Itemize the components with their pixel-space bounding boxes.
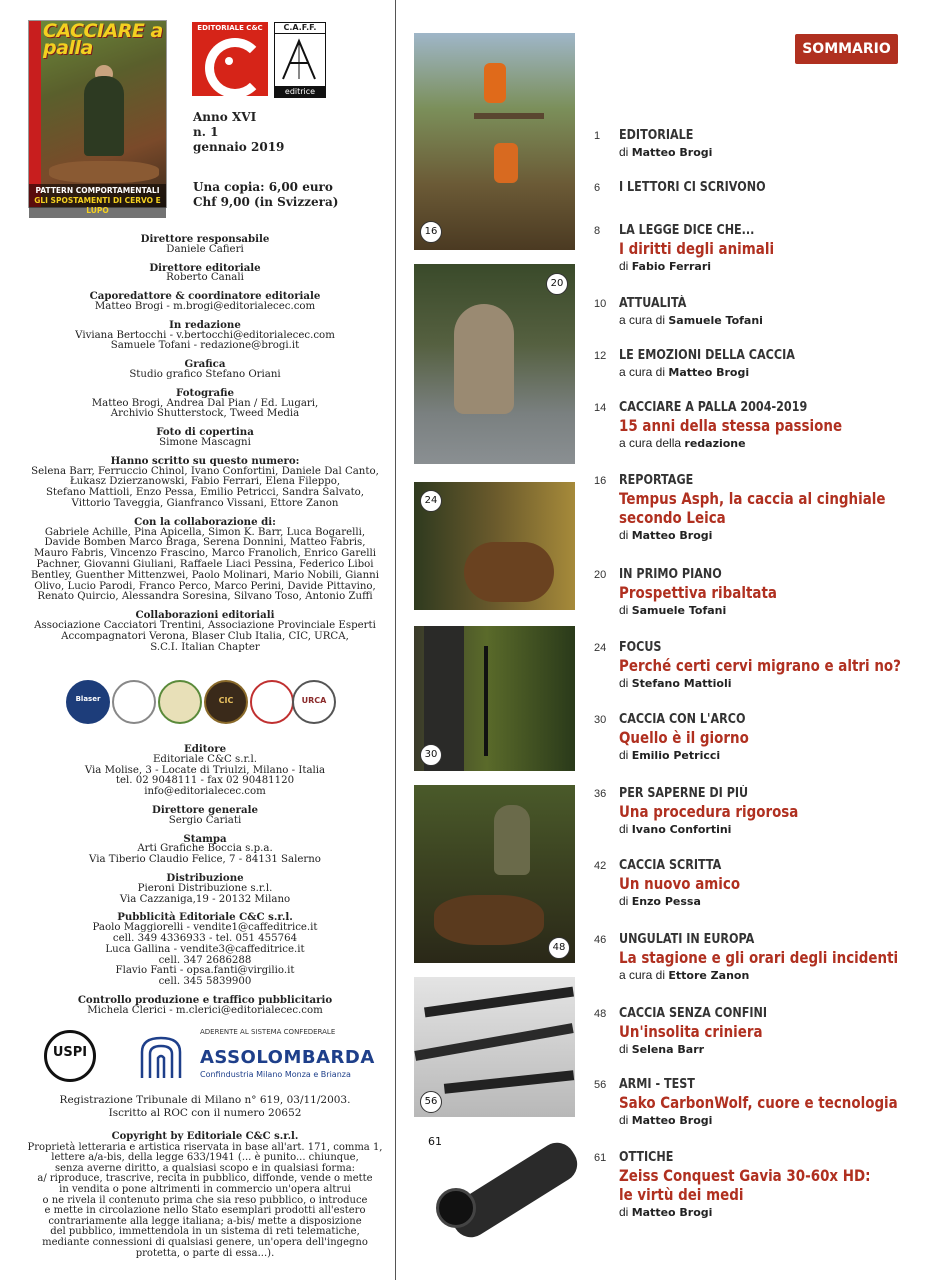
toc-body [619, 223, 939, 275]
toc-author-prefix: di [619, 676, 629, 690]
credit-line: Gabriele Achille, Pina Apicella, Simon K. Barr, Luca Bogarelli, [44, 526, 366, 538]
toc-body [619, 348, 939, 381]
toc-title: Sako CarbonWolf, cuore e tecnologia [619, 1093, 898, 1112]
credit-line: Simone Mascagni [159, 436, 251, 448]
caff-editrice-logo [274, 22, 326, 98]
toc-byline [619, 435, 939, 452]
copyright-line: a/ riproduce, trascrive, recita in pubblico, diffonde, vende o mette [37, 1173, 373, 1185]
toc-author-prefix: di [619, 603, 629, 617]
toc-body [619, 180, 939, 196]
credit-line: Matteo Brogi, Andrea Dal Pian / Ed. Lugari, [91, 397, 319, 409]
registration [20, 1094, 390, 1120]
toc-author-prefix: di [619, 1042, 629, 1056]
credit-line: Editoriale C&C s.r.l. [152, 753, 258, 765]
sommario-badge: SOMMARIO [795, 34, 898, 64]
issue-info [193, 110, 284, 155]
credit-block [20, 517, 390, 603]
photo-red-deer [414, 482, 575, 610]
credit-line: Accompagnatori Verona, Blaser Club Italia, CIC, URCA, [61, 630, 349, 642]
toc-page: 48 [594, 1008, 607, 1020]
cover-tag-1: PATTERN COMPORTAMENTALI [35, 186, 160, 195]
toc-body [619, 858, 939, 910]
copyright-line: Proprietà letteraria e artistica riservata in base all'art. 171, comma 1, [27, 1141, 383, 1153]
issue-date: gennaio 2019 [193, 140, 285, 154]
toc-body [619, 1150, 939, 1221]
toc-byline [619, 312, 939, 329]
toc-byline [619, 821, 939, 838]
toc-author-prefix: di [619, 1205, 629, 1219]
toc-author-prefix: di [619, 259, 629, 273]
credit-line: Arti Grafiche Boccia s.p.a. [137, 843, 273, 855]
price-copy: Una copia: 6,00 euro [193, 180, 333, 194]
credit-block [20, 610, 390, 653]
credit-role: Hanno scritto su questo numero: [110, 454, 300, 467]
toc-byline [619, 364, 939, 381]
credit-role: Collaborazioni editoriali [135, 609, 275, 622]
photo-page-number: 30 [420, 744, 442, 766]
toc-byline [619, 144, 939, 161]
toc-section: EDITORIALE [619, 128, 694, 143]
credit-block [20, 873, 390, 905]
issue-year: Anno XVI [193, 110, 257, 124]
credit-block [20, 234, 390, 256]
toc-body [619, 128, 939, 161]
toc-author-prefix: di [619, 822, 629, 836]
credit-role: Fotografie [176, 386, 234, 399]
caff-logo-top: C.A.F.F. [275, 23, 325, 34]
association-seal-5 [250, 680, 294, 724]
credit-line: Stefano Mattioli, Enzo Pessa, Emilio Petricci, Sandra Salvato, [45, 487, 365, 499]
assolombarda-icon [136, 1030, 186, 1082]
toc-body [619, 640, 939, 692]
cover-tag-2: GLI SPOSTAMENTI DI CERVO E LUPO [34, 196, 161, 215]
cc-logo-band: EDITORIALE C&C [197, 24, 263, 32]
credit-line: Sergio Cariati [168, 814, 242, 826]
credit-line: Samuele Tofani - redazione@brogi.it [110, 340, 300, 352]
credit-block [20, 263, 390, 285]
credit-line: cell. 349 4336933 - tel. 051 455764 [112, 932, 298, 944]
photo-huntress-trophy [414, 785, 575, 963]
toc-author: Matteo Brogi [631, 529, 713, 542]
credit-line: Studio grafico Stefano Oriani [129, 368, 281, 380]
toc-byline [619, 1112, 939, 1129]
credit-block [20, 456, 390, 510]
toc-title: secondo Leica [619, 508, 726, 527]
credit-line: Via Molise, 3 - Locate di Triulzi, Milano - Italia [84, 764, 326, 776]
toc-title: Tempus Asph, la caccia al cinghiale [619, 489, 886, 508]
toc-title: Quello è il giorno [619, 728, 749, 747]
photo-page-number: 56 [420, 1091, 442, 1113]
copyright-line: del pubblico, immettendola in un sistema di reti telematiche, [50, 1226, 360, 1238]
column-divider [395, 0, 396, 1280]
toc-byline [619, 893, 939, 910]
toc-author: Matteo Brogi [668, 366, 750, 379]
issue-number: n. 1 [193, 125, 219, 139]
toc-page: 20 [594, 569, 607, 581]
toc-body [619, 473, 939, 544]
credit-line: Via Cazzaniga,19 - 20132 Milano [119, 893, 291, 905]
toc-byline [619, 1041, 939, 1058]
toc-page: 36 [594, 788, 607, 800]
credit-line: Selena Barr, Ferruccio Chinol, Ivano Confortini, Daniele Dal Canto, [31, 465, 379, 477]
toc-section: PER SAPERNE DI PIÙ [619, 786, 749, 801]
credit-line: Archivio Shutterstock, Tweed Media [110, 408, 300, 420]
credit-block [20, 912, 390, 988]
toc-title: Un'insolita criniera [619, 1022, 763, 1041]
credit-line: Pieroni Distribuzione s.r.l. [137, 882, 273, 894]
toc-author: Samuele Tofani [631, 604, 727, 617]
credit-role: Distribuzione [166, 871, 244, 884]
toc-page: 56 [594, 1079, 607, 1091]
credit-block [20, 359, 390, 381]
credit-role: Stampa [183, 832, 227, 845]
toc-title: Prospettiva ribaltata [619, 583, 777, 602]
toc-author: Selena Barr [631, 1043, 705, 1056]
toc-author: Ivano Confortini [631, 823, 732, 836]
credit-block [20, 388, 390, 420]
credit-line: Daniele Cafieri [166, 243, 244, 255]
toc-page: 61 [594, 1152, 607, 1164]
photo-hunters-high-seat [414, 33, 575, 250]
toc-byline [619, 602, 939, 619]
editoriale-cc-logo [192, 22, 268, 96]
toc-section: I LETTORI CI SCRIVONO [619, 180, 766, 195]
association-seal-3 [158, 680, 202, 724]
toc-body [619, 567, 939, 619]
copyright-line: lettere a/a-bis, della legge 633/1941 (... è punito... chiunque, [51, 1152, 359, 1164]
toc-page: 10 [594, 298, 607, 310]
toc-author: Samuele Tofani [668, 314, 763, 327]
blaser-seal: Blaser [66, 680, 110, 724]
copyright-title: Copyright by Editoriale C&C s.r.l. [111, 1131, 299, 1142]
copyright-line: contrariamente alla legge italiana; a-bis/ mette a disposizione [48, 1215, 362, 1227]
credit-role: Controllo produzione e traffico pubblicitario [77, 993, 333, 1006]
toc-author: Fabio Ferrari [631, 260, 712, 273]
photo-page-number: 24 [420, 490, 442, 512]
credit-role: Con la collaborazione di: [134, 515, 276, 528]
toc-author: Matteo Brogi [631, 146, 713, 159]
toc-title: 15 anni della stessa passione [619, 416, 843, 435]
toc-page: 1 [594, 130, 601, 142]
toc-page: 42 [594, 860, 607, 872]
toc-body [619, 1077, 939, 1129]
credit-line: Pachner, Giovanni Giuliani, Raffaele Liaci Pessina, Federico Liboi [36, 558, 374, 570]
toc-byline [619, 258, 939, 275]
toc-page: 30 [594, 714, 607, 726]
photo-page-number: 48 [548, 937, 570, 959]
assolombarda-name: ASSOLOMBARDA [200, 1047, 375, 1068]
toc-title: Una procedura rigorosa [619, 802, 799, 821]
toc-author: Matteo Brogi [631, 1114, 713, 1127]
toc-section: OTTICHE [619, 1150, 674, 1165]
cic-seal: CIC [204, 680, 248, 724]
toc-section: CACCIA SENZA CONFINI [619, 1006, 768, 1021]
toc-section: LE EMOZIONI DELLA CACCIA [619, 348, 795, 363]
credit-line: tel. 02 9048111 - fax 02 90481120 [115, 775, 295, 787]
toc-section: CACCIARE A PALLA 2004-2019 [619, 400, 808, 415]
toc-author: Ettore Zanon [668, 969, 750, 982]
toc-section: ATTUALITÀ [619, 296, 687, 311]
registration-line: Iscritto al ROC con il numero 20652 [108, 1107, 302, 1119]
toc-section: UNGULATI IN EUROPA [619, 932, 755, 947]
toc-section: FOCUS [619, 640, 662, 655]
credit-role: Direttore generale [152, 803, 258, 816]
credit-line: Viviana Bertocchi - v.bertocchi@editorialecec.com [75, 329, 335, 341]
toc-author-prefix: a cura di [619, 313, 666, 327]
toc-body [619, 786, 939, 838]
toc-page: 6 [594, 182, 601, 194]
toc-page: 8 [594, 225, 601, 237]
masthead [20, 234, 390, 660]
credit-line: Roberto Canali [166, 272, 244, 284]
toc-page: 24 [594, 642, 607, 654]
toc-title: Perché certi cervi migrano e altri no? [619, 656, 901, 675]
toc-author-prefix: a cura della [619, 436, 682, 450]
photo-rifles [414, 977, 575, 1117]
credit-role: Caporedattore & coordinatore editoriale [89, 290, 321, 303]
credit-line: Michela Clerici - m.clerici@editorialecec.com [87, 1004, 323, 1016]
toc-section: CACCIA CON L'ARCO [619, 712, 746, 727]
toc-byline [619, 747, 939, 764]
credit-line: Flavio Fanti - opsa.fanti@virgilio.it [115, 965, 295, 977]
credit-block [20, 995, 390, 1017]
credit-line: cell. 345 5839900 [158, 976, 252, 988]
copyright-line: e mette in circolazione nello Stato esemplari prodotti all'estero [44, 1205, 366, 1217]
credit-line: Associazione Cacciatori Trentini, Associazione Provinciale Esperti [34, 619, 376, 631]
toc-author: Stefano Mattioli [631, 677, 732, 690]
copyright-line: mediante connessioni di qualsiasi genere, un'opera dell'ingegno [42, 1236, 368, 1248]
registration-line: Registrazione Tribunale di Milano n° 619, 03/11/2003. [59, 1094, 351, 1106]
association-seal-2 [112, 680, 156, 724]
toc-page: 16 [594, 475, 607, 487]
credit-block [20, 834, 390, 866]
magazine-cover [28, 20, 167, 215]
credit-line: Davide Bomben Marco Braga, Serena Donnini, Matteo Fabris, [44, 537, 366, 549]
credit-line: S.C.I. Italian Chapter [150, 641, 260, 653]
credit-block [20, 320, 390, 352]
credit-role: Grafica [184, 358, 226, 371]
credit-block [20, 805, 390, 827]
price-chf: Chf 9,00 (in Svizzera) [193, 195, 339, 209]
credit-block [20, 744, 390, 798]
credit-line: info@editorialecec.com [144, 786, 266, 798]
toc-title: Zeiss Conquest Gavia 30-60x HD: [619, 1166, 871, 1185]
toc-byline [619, 675, 939, 692]
photo-page-number: 20 [546, 273, 568, 295]
toc-title: La stagione e gli orari degli incidenti [619, 948, 899, 967]
toc-author: Matteo Brogi [631, 1206, 713, 1219]
credit-block [20, 291, 390, 313]
credit-role: In redazione [169, 318, 241, 331]
toc-author-prefix: a cura di [619, 365, 666, 379]
toc-title: Un nuovo amico [619, 874, 741, 893]
caff-logo-bottom: editrice [275, 86, 325, 97]
uspi-logo: USPI [44, 1030, 96, 1082]
photo-wolf [414, 264, 575, 464]
toc-author-prefix: di [619, 145, 629, 159]
toc-byline [619, 967, 939, 984]
copyright-line: in vendita o pone altrimenti in commercio un'opera altrui [59, 1183, 351, 1195]
cover-title: CACCIARE a palla [43, 20, 163, 59]
copyright [20, 1132, 390, 1259]
credit-line: Paolo Maggiorelli - vendite1@caffeditrice.it [92, 922, 318, 934]
toc-author-prefix: di [619, 528, 629, 542]
toc-section: CACCIA SCRITTA [619, 858, 722, 873]
credit-line: Via Tiberio Claudio Felice, 7 - 84131 Salerno [89, 854, 321, 866]
toc-page: 46 [594, 934, 607, 946]
credit-role: Editore [183, 743, 227, 755]
toc-body [619, 1006, 939, 1058]
toc-author: Enzo Pessa [631, 895, 701, 908]
toc-body [619, 296, 939, 329]
credit-line: Mauro Fabris, Vincenzo Frascino, Marco Franolich, Enrico Garelli [33, 548, 377, 560]
credit-line: Matteo Brogi - m.brogi@editorialecec.com [94, 300, 316, 312]
credit-line: Bentley, Guenther Mittenzwei, Paolo Molinari, Mario Nobili, Gianni [31, 569, 379, 581]
toc-section: ARMI - TEST [619, 1077, 695, 1092]
toc-section: REPORTAGE [619, 473, 694, 488]
urca-seal: URCA [292, 680, 336, 724]
toc-author-prefix: a cura di [619, 968, 666, 982]
publisher-info [20, 744, 390, 1024]
toc-byline [619, 527, 939, 544]
toc-section: IN PRIMO PIANO [619, 567, 722, 582]
toc-author-prefix: di [619, 748, 629, 762]
toc-body [619, 712, 939, 764]
credit-line: Luca Gallina - vendite3@caffeditrice.it [105, 943, 305, 955]
toc-author-prefix: di [619, 894, 629, 908]
association-seals [66, 680, 336, 726]
credit-role: Foto di copertina [156, 426, 254, 439]
credit-line: Vittorio Taveggia, Gianfranco Vissani, Ettore Zanon [71, 497, 339, 509]
credit-role: Direttore responsabile [140, 233, 270, 245]
toc-body [619, 932, 939, 984]
copyright-line: protetta, o parte di essa...). [135, 1247, 275, 1259]
photo-page-number: 16 [420, 221, 442, 243]
assolombarda-sub: Confindustria Milano Monza e Brianza [200, 1070, 351, 1079]
credit-role: Pubblicità Editoriale C&C s.r.l. [117, 911, 293, 924]
toc-author: redazione [684, 437, 746, 450]
assolombarda-aderente: ADERENTE AL SISTEMA CONFEDERALE [200, 1028, 336, 1036]
toc-title: I diritti degli animali [619, 239, 775, 258]
toc-page: 14 [594, 402, 607, 414]
toc-author: Emilio Petricci [631, 749, 721, 762]
copyright-line: senza averne diritto, a qualsiasi scopo e in qualsiasi forma: [54, 1162, 356, 1174]
credit-line: Łukasz Dzierzanowski, Fabio Ferrari, Elena Fileppo, [69, 476, 341, 488]
toc-page: 12 [594, 350, 607, 362]
toc-body [619, 400, 939, 452]
price-info [193, 180, 338, 210]
credit-block [20, 427, 390, 449]
credit-line: cell. 347 2686288 [158, 954, 252, 966]
photo-page-number: 61 [428, 1135, 442, 1148]
toc-author-prefix: di [619, 1113, 629, 1127]
copyright-line: o ne rivela il contenuto prima che sia reso pubblico, o introduce [42, 1194, 368, 1206]
toc-byline [619, 1204, 939, 1221]
credit-line: Renato Quircio, Alessandra Soresina, Silvano Toso, Antonio Zuffi [37, 591, 373, 603]
photo-bow-hunter [414, 626, 575, 771]
toc-section: LA LEGGE DICE CHE... [619, 223, 755, 238]
credit-role: Direttore editoriale [149, 261, 261, 274]
credit-line: Olivo, Lucio Parodi, Franco Perco, Marco Perini, Davide Pittavino, [34, 580, 376, 592]
photo-spotting-scope [414, 1130, 575, 1240]
toc-title: le virtù dei medi [619, 1185, 744, 1204]
